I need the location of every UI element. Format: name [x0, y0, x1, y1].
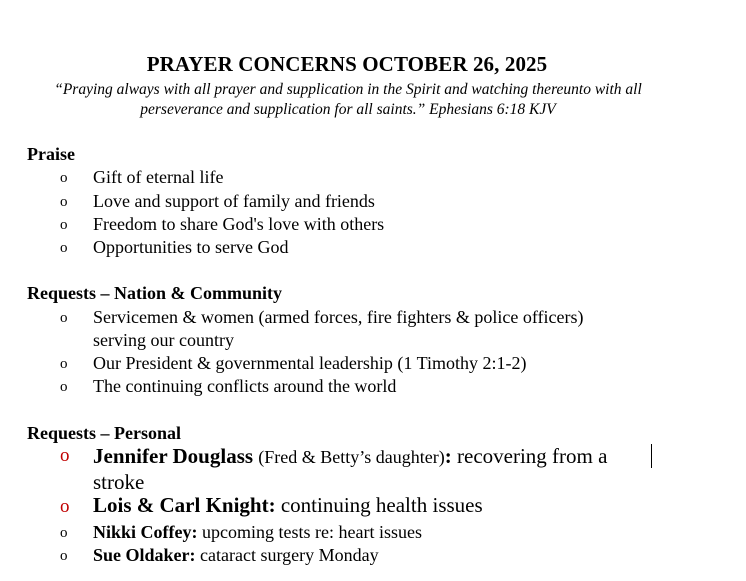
bullet-icon: o	[60, 240, 68, 256]
request-detail: recovering from a stroke	[93, 444, 608, 494]
personal-item	[93, 444, 653, 495]
bullet-icon: o	[60, 170, 68, 186]
person-name: Lois & Carl Knight:	[93, 493, 276, 517]
request-detail: cataract surgery Monday	[200, 545, 379, 565]
praise-item: Love and support of family and friends	[93, 191, 375, 211]
person-name: Jennifer Douglass	[93, 444, 254, 468]
bullet-icon: o	[60, 356, 68, 372]
bullet-icon: o	[60, 310, 68, 326]
bullet-icon: o	[60, 496, 70, 517]
request-detail: upcoming tests re: heart issues	[202, 522, 422, 542]
request-detail: continuing health issues	[280, 493, 483, 517]
bullet-icon: o	[60, 548, 68, 564]
separator: :	[444, 444, 452, 468]
nation-item: Servicemen & women (armed forces, fire fighters & police officers) serving our country	[93, 307, 584, 350]
bullet-icon: o	[60, 379, 68, 395]
person-relation: (Fred & Betty’s daughter)	[258, 447, 445, 467]
personal-heading: Requests – Personal	[27, 423, 181, 443]
page-title: PRAYER CONCERNS OCTOBER 26, 2025	[146, 52, 548, 76]
praise-heading: Praise	[27, 144, 75, 164]
person-name: Sue Oldaker:	[93, 545, 196, 565]
bullet-icon: o	[60, 194, 68, 210]
nation-heading: Requests – Nation & Community	[27, 283, 283, 303]
person-name: Nikki Coffey:	[93, 522, 198, 542]
praise-item: Opportunities to serve God	[93, 237, 289, 257]
praise-item: Freedom to share God's love with others	[93, 214, 385, 234]
scripture-verse: “Praying always with all prayer and supplication in the Spirit and watching thereunto with all perseverance and supplication for all saints.” Ephesians 6:18 KJV	[54, 81, 642, 118]
bullet-icon: o	[60, 525, 68, 541]
personal-item	[93, 544, 653, 567]
praise-item: Gift of eternal life	[93, 167, 224, 187]
text-cursor	[651, 444, 652, 468]
bullet-icon: o	[60, 217, 68, 233]
nation-item: Our President & governmental leadership (1 Timothy 2:1-2)	[93, 353, 527, 373]
nation-item: The continuing conflicts around the world	[93, 376, 397, 396]
personal-item	[93, 494, 653, 517]
bullet-icon: o	[60, 445, 70, 466]
personal-item	[93, 521, 653, 544]
